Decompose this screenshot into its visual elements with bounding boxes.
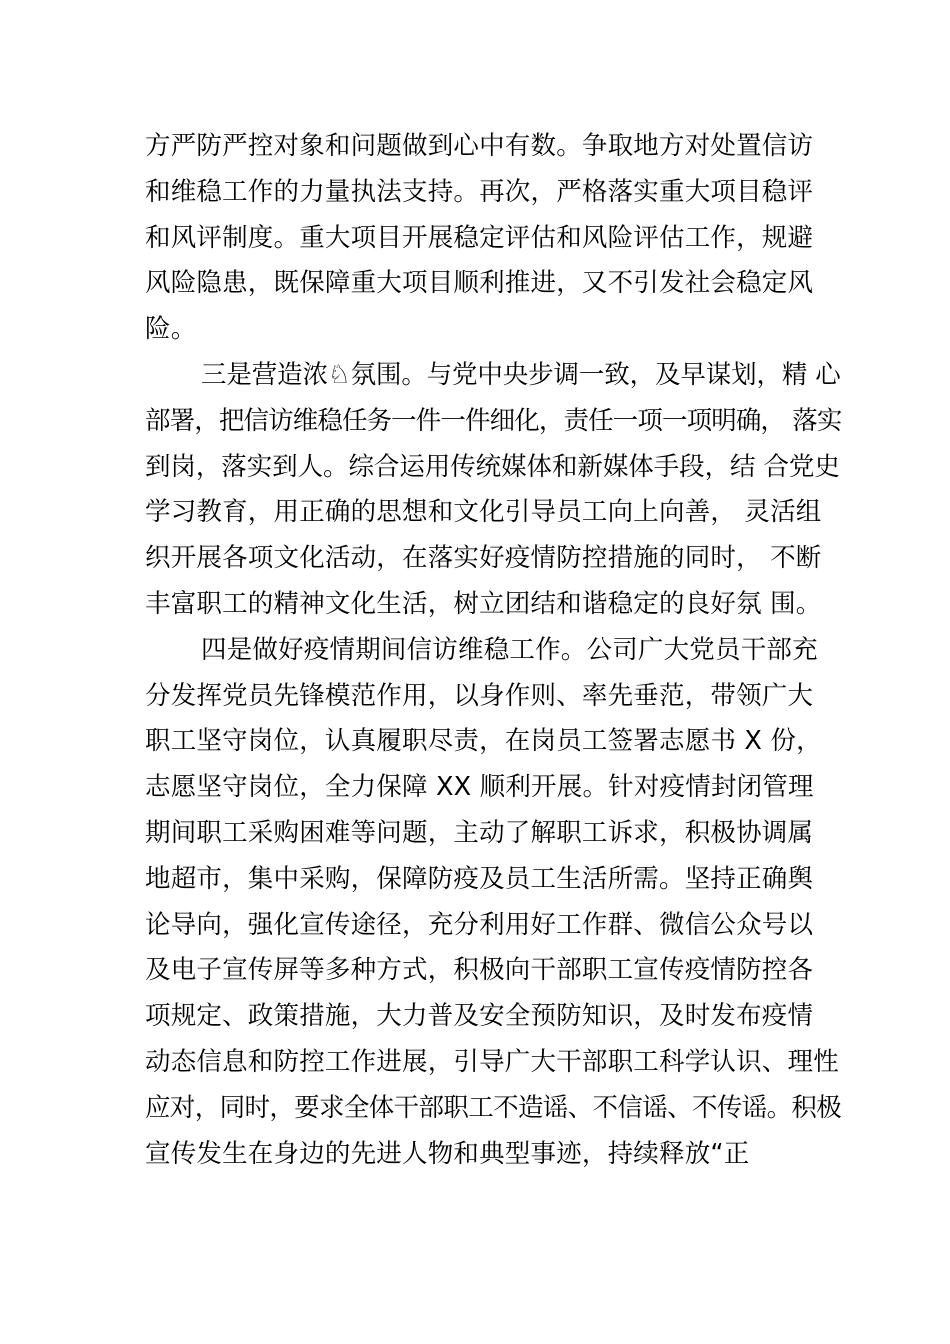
text-line: 职工坚守岗位，认真履职尽责，在岗员工签署志愿书 X 份，: [145, 726, 822, 757]
text-line: 地超市，集中采购，保障防疫及员工生活所需。坚持正确舆: [145, 863, 814, 894]
text-line: 项规定、政策措施，大力普及安全预防知识，及时发布疫情: [145, 1001, 814, 1032]
text-line: 丰富职工的精神文化生活，树立团结和谐稳定的良好氛 围。: [145, 588, 822, 619]
text-line: 志愿坚守岗位，全力保障 XX 顺利开展。针对疫情封闭管理: [145, 772, 814, 803]
text-line: 论导向，强化宣传途径，充分利用好工作群、微信公众号以: [145, 909, 814, 940]
text-line: 风险隐患，既保障重大项目顺利推进，又不引发社会稳定风: [145, 268, 814, 299]
text-line: 期间职工采购困难等问题，主动了解职工诉求，积极协调属: [145, 817, 814, 848]
text-line: 织开展各项文化活动，在落实好疫情防控措施的同时， 不断: [145, 543, 822, 574]
text-line: 到岗，落实到人。综合运用传统媒体和新媒体手段，结 合党史: [145, 451, 840, 482]
text-line: 部署，把信访维稳任务一件一件细化，责任一项一项明确， 落实: [145, 405, 842, 436]
text-line: 及电子宣传屏等多种方式，积极向干部职工宣传疫情防控各: [145, 955, 814, 986]
text-line: 和风评制度。重大项目开展稳定评估和风险评估工作，规避: [145, 222, 814, 253]
text-line: 险。: [145, 314, 197, 345]
text-line: 宣传发生在身边的先进人物和典型事迹，持续释放“正: [145, 1138, 750, 1169]
text-line: 应对，同时，要求全体干部职工不造谣、不信谣、不传谣。积极: [145, 1092, 842, 1123]
text-line: 四是做好疫情期间信访维稳工作。公司广大党员干部充: [201, 634, 818, 665]
text-line: 分发挥党员先锋模范作用，以身作则、率先垂范，带领广大: [145, 680, 814, 711]
text-line: 动态信息和防控工作进展，引导广大干部职工科学认识、理性: [145, 1046, 839, 1077]
text-line: 方严防严控对象和问题做到心中有数。争取地方对处置信访: [145, 131, 814, 161]
text-line: 和维稳工作的力量执法支持。再次，严格落实重大项目稳评: [145, 176, 814, 207]
text-line: 学习教育，用正确的思想和文化引导员工向上向善， 灵活组: [145, 497, 822, 528]
text-line: 三是营造浓♘氛围。与党中央步调一致，及早谋划，精 心: [201, 359, 841, 390]
document-page: [145, 124, 845, 1177]
